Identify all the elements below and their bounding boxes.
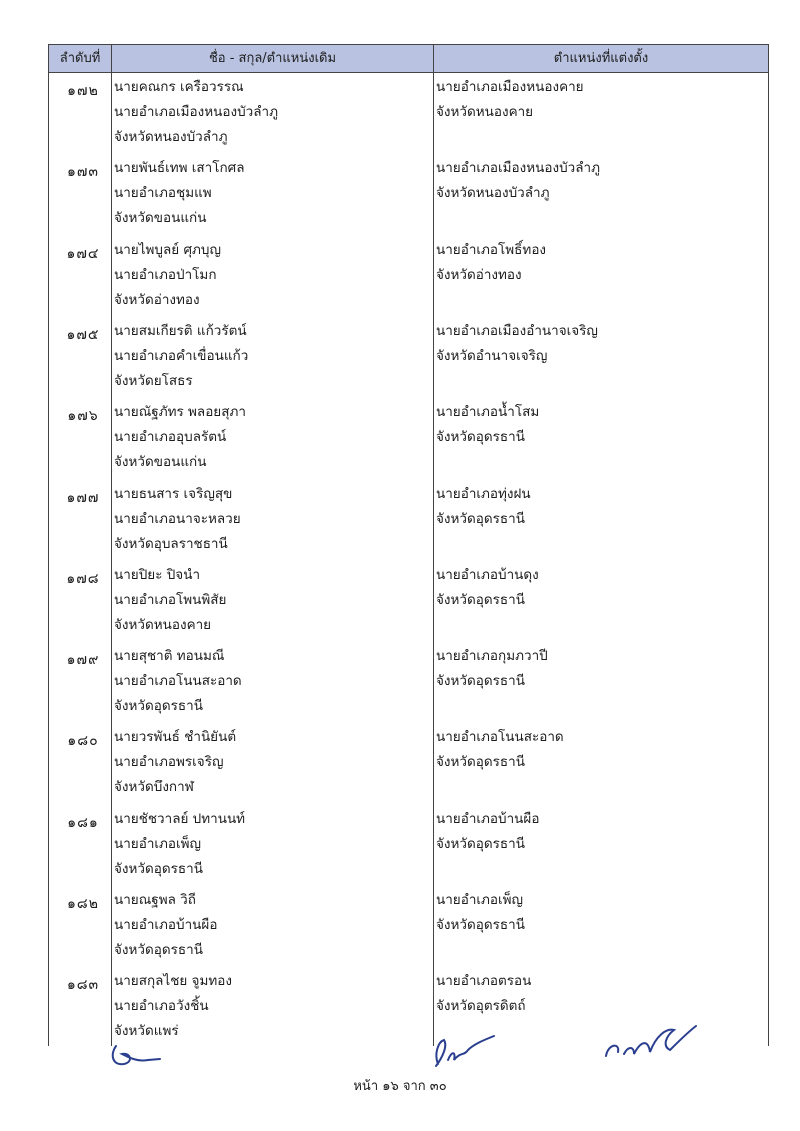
new-position: นายอำเภอเมืองหนองคาย xyxy=(436,79,584,95)
row-number: ๑๗๓ xyxy=(67,164,99,181)
new-position: นายอำเภอเพ็ญ xyxy=(436,892,524,908)
new-position: นายอำเภอบ้านดุง xyxy=(436,566,539,583)
person-name: นายณัฐภัทร พลอยสุภา xyxy=(114,404,246,421)
old-position: นายอำเภอพรเจริญ xyxy=(114,754,224,771)
signature-middle xyxy=(430,1030,500,1070)
new-position: นายอำเภอกุมภวาปี xyxy=(436,648,548,665)
row-number: ๑๗๘ xyxy=(66,570,100,587)
new-province: จังหวัดอำนาจเจริญ xyxy=(436,347,548,364)
old-province: จังหวัดอุบลราชธานี xyxy=(114,535,228,552)
row-number: ๑๗๗ xyxy=(66,489,100,506)
person-name: นายวรพันธ์ ชำนิยันต์ xyxy=(114,729,237,746)
old-province: จังหวัดหนองบัวลำภู xyxy=(114,129,228,145)
header-no: ลำดับที่ xyxy=(59,51,101,66)
new-province: จังหวัดหนองบัวลำภู xyxy=(436,185,550,202)
old-position: นายอำเภอเพ็ญ xyxy=(114,835,202,852)
table-row xyxy=(49,397,768,478)
signature-left xyxy=(108,1040,168,1072)
row-number: ๑๗๖ xyxy=(67,408,99,425)
old-province: จังหวัดขอนแก่น xyxy=(114,210,207,227)
new-position: นายอำเภอน้ำโสม xyxy=(436,404,540,421)
appointment-table xyxy=(48,44,769,1046)
table-row xyxy=(49,153,768,234)
person-name: นายณฐพล วิถี xyxy=(114,892,196,908)
person-name: นายธนสาร เจริญสุข xyxy=(114,485,233,502)
old-position: นายอำเภอบ้านผือ xyxy=(114,917,218,933)
old-province: จังหวัดอุดรธานี xyxy=(114,942,203,958)
table-row xyxy=(49,479,768,560)
old-province: จังหวัดยโสธร xyxy=(114,372,193,389)
row-number: ๑๗๕ xyxy=(66,326,100,343)
old-province: จังหวัดอุดรธานี xyxy=(114,698,203,715)
new-position: นายอำเภอตรอน xyxy=(436,973,532,990)
old-position: นายอำเภอนาจะหลวย xyxy=(114,510,241,527)
table-row xyxy=(49,641,768,722)
new-province: จังหวัดอุดรธานี xyxy=(436,429,525,446)
row-number: ๑๘๒ xyxy=(67,896,99,912)
row-number: ๑๘๐ xyxy=(67,733,99,750)
table-row xyxy=(49,316,768,397)
row-number: ๑๘๓ xyxy=(66,977,100,994)
old-position: นายอำเภอคำเขื่อนแก้ว xyxy=(114,347,249,364)
old-province: จังหวัดอุดรธานี xyxy=(114,860,203,877)
new-province: จังหวัดอุดรธานี xyxy=(436,673,525,690)
new-province: จังหวัดอ่างทอง xyxy=(436,266,522,283)
table-row xyxy=(49,804,768,885)
old-province: จังหวัดบึงกาฬ xyxy=(114,779,194,796)
person-name: นายชัชวาลย์ ปทานนท์ xyxy=(114,810,246,827)
new-province: จังหวัดหนองคาย xyxy=(436,104,534,120)
old-province: จังหวัดขอนแก่น xyxy=(114,454,207,471)
new-province: จังหวัดอุตรดิตถ์ xyxy=(436,998,526,1015)
person-name: นายไพบูลย์ ศุภบุญ xyxy=(114,241,221,258)
table-row xyxy=(49,722,768,803)
old-province: จังหวัดแพร่ xyxy=(114,1023,179,1040)
old-position: นายอำเภอวังชิ้น xyxy=(114,998,209,1015)
header-new-position: ตำแหน่งที่แต่งตั้ง xyxy=(553,51,649,66)
new-position: นายอำเภอเมืองหนองบัวลำภู xyxy=(436,160,600,177)
old-position: นายอำเภอเมืองหนองบัวลำภู xyxy=(114,104,278,120)
row-number: ๑๘๑ xyxy=(67,814,99,831)
new-province: จังหวัดอุดรธานี xyxy=(436,510,525,527)
new-province: จังหวัดอุดรธานี xyxy=(436,754,525,771)
person-name: นายสกุลไชย จูมทอง xyxy=(114,973,232,990)
row-number: ๑๗๔ xyxy=(66,245,100,262)
old-province: จังหวัดอ่างทอง xyxy=(114,291,200,308)
row-number: ๑๗๒ xyxy=(67,83,99,99)
table-row xyxy=(49,560,768,641)
table-row xyxy=(49,235,768,316)
new-position: นายอำเภอเมืองอำนาจเจริญ xyxy=(436,322,598,339)
old-province: จังหวัดหนองคาย xyxy=(114,616,212,633)
table-header xyxy=(49,44,768,73)
person-name: นายสุชาติ ทอนมณี xyxy=(114,648,225,665)
person-name: นายพันธ์เทพ เสาโกศล xyxy=(114,160,245,177)
new-position: นายอำเภอทุ่งฝน xyxy=(436,485,531,502)
page-number: หน้า ๑๖ จาก ๓๐ xyxy=(353,1079,447,1094)
old-position: นายอำเภอชุมแพ xyxy=(114,185,212,202)
new-province: จังหวัดอุดรธานี xyxy=(436,835,525,852)
header-name-old-position: ชื่อ - สกุล/ตำแหน่งเดิม xyxy=(208,51,337,66)
new-province: จังหวัดอุดรธานี xyxy=(436,917,525,933)
new-position: นายอำเภอโพธิ์ทอง xyxy=(436,241,547,258)
old-position: นายอำเภอโนนสะอาด xyxy=(114,673,242,690)
person-name: นายคณกร เครือวรรณ xyxy=(114,79,244,95)
old-position: นายอำเภอป่าโมก xyxy=(114,266,217,283)
old-position: นายอำเภอโพนพิสัย xyxy=(114,591,227,608)
table-row xyxy=(49,72,768,153)
row-number: ๑๗๙ xyxy=(66,652,100,669)
new-province: จังหวัดอุดรธานี xyxy=(436,591,525,608)
new-position: นายอำเภอโนนสะอาด xyxy=(436,729,564,746)
table-row xyxy=(49,885,768,966)
person-name: นายสมเกียรติ แก้วรัตน์ xyxy=(114,322,247,339)
new-position: นายอำเภอบ้านผือ xyxy=(436,810,540,827)
person-name: นายปิยะ ปิจนำ xyxy=(114,566,201,583)
signature-right xyxy=(600,1018,700,1062)
old-position: นายอำเภออุบลรัตน์ xyxy=(114,429,227,446)
